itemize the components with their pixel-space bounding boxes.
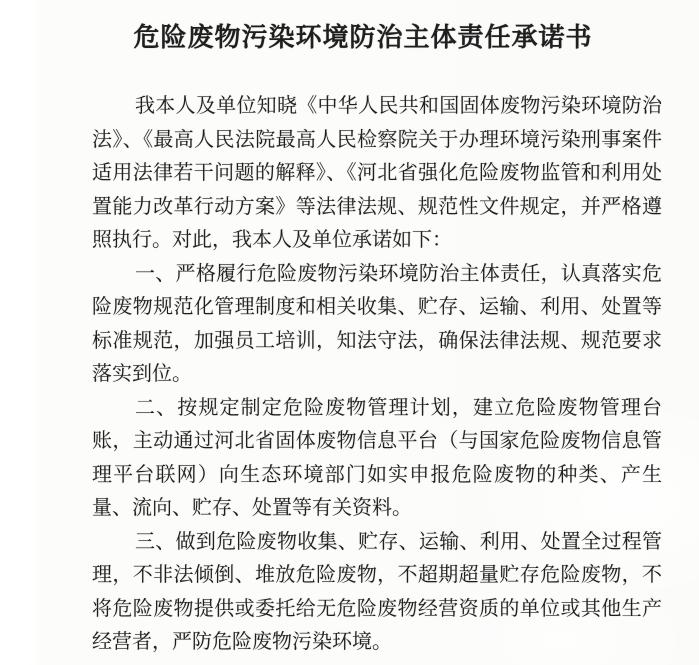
document-content xyxy=(92,0,662,660)
paragraph-commitment-2: 二、按规定制定危险废物管理计划，建立危险废物管理台账，主动通过河北省固体废物信息平台（与国家危险废物信息管理平台联网）向生态环境部门如实申报危险废物的种类、产生量、流向、贮存、处置等有关资料。 xyxy=(92,396,662,519)
document-title: 危险废物污染环境防治主体责任承诺书 xyxy=(133,23,593,52)
paragraph-commitment-3: 三、做到危险废物收集、贮存、运输、利用、处置全过程管理，不非法倾倒、堆放危险废物，不超期超量贮存危险废物，不将危险废物提供或委托给无危险废物经营资质的单位或其他生产经营者，严防危险废物污染环境。 xyxy=(92,530,662,653)
document-body xyxy=(92,90,662,660)
paragraph-commitment-1: 一、严格履行危险废物污染环境防治主体责任，认真落实危险废物规范化管理制度和相关收集、贮存、运输、利用、处置等标准规范，加强员工培训，知法守法，确保法律法规、规范要求落实到位。 xyxy=(92,262,662,385)
paragraph-preamble: 我本人及单位知晓《中华人民共和国固体废物污染环境防治法》、《最高人民法院最高人民检察院关于办理环境污染刑事案件适用法律若干问题的解释》、《河北省强化危险废物监管和利用处置能力改革行动方案》等法律法规、规范性文件规定，并严格遵照执行。对此，我本人及单位承诺如下： xyxy=(92,95,662,251)
